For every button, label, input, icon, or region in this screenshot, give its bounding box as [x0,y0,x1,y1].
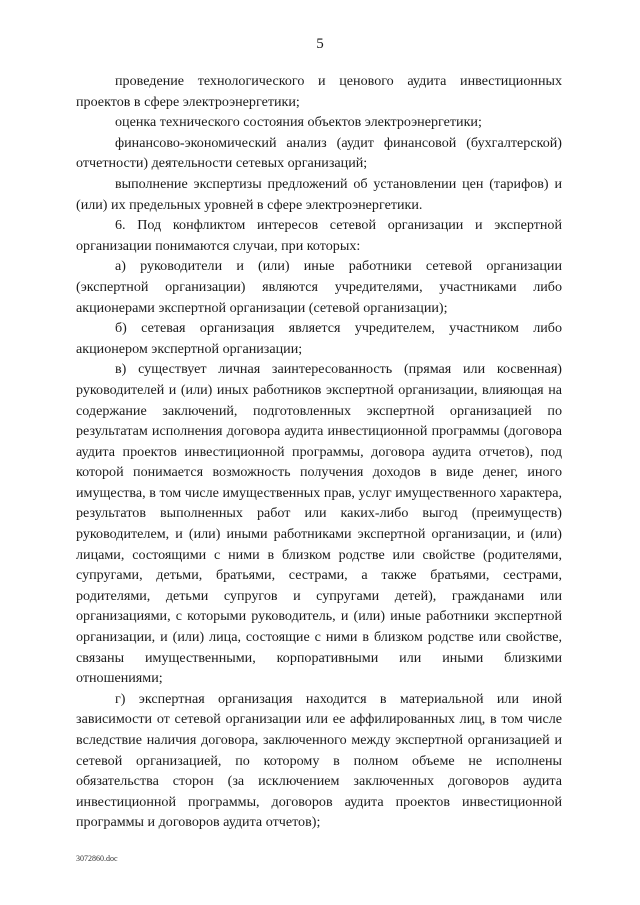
paragraph-item-b: б) сетевая организация является учредителем, участником либо акционером экспертной организации; [76,320,562,357]
paragraph-tech-audit: проведение технологического и ценового аудита инвестиционных проектов в сфере электроэнергетики; [76,73,562,110]
document-body [76,71,562,833]
paragraph-tariff-expertise: выполнение экспертизы предложений об установлении цен (тарифов) и (или) их предельных уровней в сфере электроэнергетики. [76,175,562,213]
footer-file-name: 3072860.doc [76,854,118,863]
paragraph-conflict-of-interest: 6. Под конфликтом интересов сетевой организации и экспертной организации понимаются случаи, при которых: [76,217,562,254]
paragraph-item-v: в) существует личная заинтересованность (прямая или косвенная) руководителей и (или) иных работников экспертной организации, влияющая на содержание заключений, подготовленных экспертной организацией по результатам исполнения договора аудита инвестиционной программы (договора аудита проектов инвестиционной программы, договора аудита отчетов), под которой понимается возможность получения доходов в виде денег, иного имущества, в том числе имущественных прав, услуг имущественного характера, результатов выполненных работ или каких-либо выгод (преимуществ) руководителем, и (или) иными работниками экспертной организации, и (или) лицами, состоящими с ними в близком родстве или свойстве (родителями, супругами, детьми, братьями, сестрами, а также братьями, сестрами, родителями, детьми супругов и супругами детей), гражданами или организациями, с которыми руководитель, и (или) иные работники экспертной организации, и (или) лица, состоящие с ними в близком родстве или свойстве, связаны имущественными, корпоративными или иными близкими отношениями; [76,361,562,687]
page-number: 5 [316,36,324,52]
paragraph-item-a: а) руководители и (или) иные работники сетевой организации (экспертной организации) являются учредителями, участниками либо акционерами экспертной организации (сетевой организации); [76,258,562,316]
paragraph-tech-state: оценка технического состояния объектов электроэнергетики; [115,114,482,131]
paragraph-item-g: г) экспертная организация находится в материальной или иной зависимости от сетевой организации или ее аффилированных лиц, в том числе вследствие наличия договора, заключенного между экспертной организацией и сетевой организацией, по которому в полном объеме не исполнены обязательства сторон (за исключением заключенных договоров аудита инвестиционной программы, договоров аудита проектов инвестиционной программы и договоров аудита отчетов); [76,690,562,831]
paragraph-financial-analysis: финансово-экономический анализ (аудит финансовой (бухгалтерской) отчетности) деятельности сетевых организаций; [76,134,562,172]
